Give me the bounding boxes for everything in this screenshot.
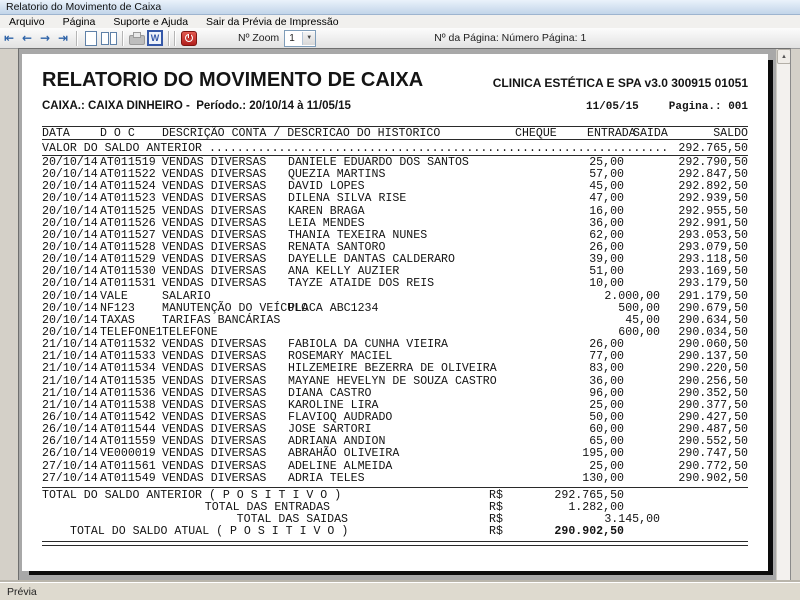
row-date: 21/10/14 bbox=[42, 350, 98, 364]
row-entrada: 39,00 bbox=[589, 253, 624, 267]
row-historico: FLAVIOQ AUDRADO bbox=[288, 410, 393, 424]
transactions-table bbox=[22, 157, 768, 485]
row-conta: VENDAS DIVERSAS bbox=[162, 240, 267, 254]
row-historico: DILENA SILVA RISE bbox=[288, 192, 407, 206]
row-date: 21/10/14 bbox=[42, 362, 98, 376]
row-historico: ROSEMARY MACIEL bbox=[288, 350, 393, 364]
row-historico: THANIA TEXEIRA NUNES bbox=[288, 228, 428, 242]
row-historico: JOSE SARTORI bbox=[288, 423, 372, 437]
row-entrada: 50,00 bbox=[589, 410, 624, 424]
row-conta: VENDAS DIVERSAS bbox=[162, 338, 267, 352]
export-word-button[interactable] bbox=[147, 30, 163, 46]
row-doc: TELEFONE1 bbox=[100, 325, 163, 339]
row-saldo: 290.902,50 bbox=[678, 471, 748, 485]
report-date-page bbox=[586, 101, 748, 113]
row-historico: MAYANE HEVELYN DE SOUZA CASTRO bbox=[288, 374, 497, 388]
row-doc: AT011527 bbox=[100, 228, 156, 242]
row-entrada: 25,00 bbox=[589, 156, 624, 169]
row-date: 20/10/14 bbox=[42, 228, 98, 242]
table-row bbox=[22, 291, 768, 303]
scroll-up-icon[interactable]: ▲ bbox=[777, 49, 791, 64]
previous-page-icon: ← bbox=[21, 31, 33, 45]
row-conta: TARIFAS BANCÁRIAS bbox=[162, 313, 281, 327]
row-conta: VENDAS DIVERSAS bbox=[162, 277, 267, 291]
row-conta: VENDAS DIVERSAS bbox=[162, 374, 267, 388]
row-historico: KAROLINE LIRA bbox=[288, 398, 379, 412]
row-entrada: 36,00 bbox=[589, 216, 624, 230]
row-date: 20/10/14 bbox=[42, 192, 98, 206]
column-header-data: DATA bbox=[42, 127, 70, 140]
row-conta: VENDAS DIVERSAS bbox=[162, 180, 267, 194]
table-row bbox=[22, 303, 768, 315]
next-page-icon: → bbox=[39, 31, 51, 45]
row-entrada: 36,00 bbox=[589, 374, 624, 388]
row-conta: VENDAS DIVERSAS bbox=[162, 447, 267, 461]
total-currency: R$ bbox=[489, 489, 503, 502]
row-conta: VENDAS DIVERSAS bbox=[162, 362, 267, 376]
row-entrada: 16,00 bbox=[589, 204, 624, 218]
row-doc: TAXAS bbox=[100, 313, 135, 327]
row-conta: TELEFONE bbox=[162, 325, 218, 339]
row-saldo: 292.955,50 bbox=[678, 204, 748, 218]
row-doc: AT011533 bbox=[100, 350, 156, 364]
row-conta: VENDAS DIVERSAS bbox=[162, 350, 267, 364]
row-saldo: 290.352,50 bbox=[678, 386, 748, 400]
row-date: 20/10/14 bbox=[42, 289, 98, 303]
column-header-saldo: SALDO bbox=[713, 127, 748, 140]
toolbar bbox=[0, 28, 800, 49]
menu-item-arquivo[interactable]: Arquivo bbox=[9, 15, 45, 28]
row-saldo: 292.892,50 bbox=[678, 180, 748, 194]
row-historico: DAVID LOPES bbox=[288, 180, 365, 194]
row-saldo: 290.487,50 bbox=[678, 423, 748, 437]
row-date: 20/10/14 bbox=[42, 253, 98, 267]
row-date: 20/10/14 bbox=[42, 216, 98, 230]
row-conta: VENDAS DIVERSAS bbox=[162, 471, 267, 485]
row-entrada: 26,00 bbox=[589, 240, 624, 254]
opening-balance-row bbox=[22, 143, 768, 155]
row-historico: LEIA MENDES bbox=[288, 216, 365, 230]
row-doc: AT011534 bbox=[100, 362, 156, 376]
row-doc: AT011532 bbox=[100, 338, 156, 352]
row-doc: AT011525 bbox=[100, 204, 156, 218]
row-saldo: 293.179,50 bbox=[678, 277, 748, 291]
row-entrada: 60,00 bbox=[589, 423, 624, 437]
row-conta: VENDAS DIVERSAS bbox=[162, 192, 267, 206]
divider bbox=[42, 487, 748, 488]
row-saldo: 292.939,50 bbox=[678, 192, 748, 206]
row-conta: VENDAS DIVERSAS bbox=[162, 386, 267, 400]
report-page bbox=[22, 54, 768, 571]
row-historico: TAYZE ATAIDE DOS REIS bbox=[288, 277, 435, 291]
row-date: 21/10/14 bbox=[42, 398, 98, 412]
row-entrada: 77,00 bbox=[589, 350, 624, 364]
total-value: 3.145,00 bbox=[604, 513, 660, 527]
row-entrada: 25,00 bbox=[589, 459, 624, 473]
menu-item-sair-da-previa-de-impressao[interactable]: Sair da Prévia de Impressão bbox=[206, 15, 339, 28]
row-doc: AT011522 bbox=[100, 168, 156, 182]
row-historico: RENATA SANTORO bbox=[288, 240, 386, 254]
row-saldo: 293.118,50 bbox=[678, 253, 748, 267]
row-doc: AT011544 bbox=[100, 423, 156, 437]
row-historico: FABIOLA DA CUNHA VIEIRA bbox=[288, 338, 449, 352]
row-saldo: 290.137,50 bbox=[678, 350, 748, 364]
row-entrada: 51,00 bbox=[589, 265, 624, 279]
row-historico: ADRIANA ANDION bbox=[288, 435, 386, 449]
row-doc: AT011542 bbox=[100, 410, 156, 424]
row-conta: VENDAS DIVERSAS bbox=[162, 435, 267, 449]
column-header-saida: SAIDA bbox=[633, 127, 668, 140]
row-conta: MANUTENÇÃO DO VEÍCULO bbox=[162, 301, 309, 315]
table-row bbox=[22, 376, 768, 388]
row-saldo: 293.169,50 bbox=[678, 265, 748, 279]
row-historico: DAYELLE DANTAS CALDERARO bbox=[288, 253, 455, 267]
row-historico: ABRAHÃO OLIVEIRA bbox=[288, 447, 400, 461]
row-saldo: 290.552,50 bbox=[678, 435, 748, 449]
row-historico: DIANA CASTRO bbox=[288, 386, 372, 400]
row-saldo: 290.634,50 bbox=[678, 313, 748, 327]
row-date: 20/10/14 bbox=[42, 325, 98, 339]
row-doc: AT011519 bbox=[100, 156, 156, 169]
report-title: RELATORIO DO MOVIMENTO DE CAIXA bbox=[42, 69, 424, 91]
row-historico: QUEZIA MARTINS bbox=[288, 168, 386, 182]
toolbar-separator bbox=[122, 31, 124, 46]
total-value: 1.282,00 bbox=[568, 501, 624, 515]
row-doc: VALE bbox=[100, 289, 128, 303]
row-conta: VENDAS DIVERSAS bbox=[162, 168, 267, 182]
row-doc: AT011526 bbox=[100, 216, 156, 230]
row-doc: AT011538 bbox=[100, 398, 156, 412]
total-label: TOTAL DAS ENTRADAS bbox=[204, 501, 330, 515]
row-saldo: 290.034,50 bbox=[678, 325, 748, 339]
row-doc: AT011561 bbox=[100, 459, 156, 473]
row-conta: VENDAS DIVERSAS bbox=[162, 398, 267, 412]
total-currency: R$ bbox=[489, 501, 503, 515]
total-label: TOTAL DO SALDO ANTERIOR ( P O S I T I V O ) bbox=[42, 489, 342, 502]
single-page-view-button[interactable] bbox=[83, 30, 99, 46]
row-doc: AT011531 bbox=[100, 277, 156, 291]
word-icon: W bbox=[147, 30, 163, 46]
two-page-view-button[interactable] bbox=[101, 30, 117, 46]
divider bbox=[42, 139, 748, 140]
row-doc: VE000019 bbox=[100, 447, 156, 461]
menu-item-suporte-e-ajuda[interactable]: Suporte e Ajuda bbox=[113, 15, 189, 28]
row-doc: AT011536 bbox=[100, 386, 156, 400]
row-doc: AT011535 bbox=[100, 374, 156, 388]
row-date: 20/10/14 bbox=[42, 240, 98, 254]
row-entrada: 10,00 bbox=[589, 277, 624, 291]
print-preview-area bbox=[18, 48, 791, 583]
status-text: Prévia bbox=[7, 586, 37, 598]
row-conta: VENDAS DIVERSAS bbox=[162, 410, 267, 424]
row-date: 27/10/14 bbox=[42, 459, 98, 473]
table-row bbox=[22, 193, 768, 205]
row-saldo: 292.991,50 bbox=[678, 216, 748, 230]
row-entrada: 96,00 bbox=[589, 386, 624, 400]
column-header-cheque: CHEQUE bbox=[515, 127, 557, 140]
row-date: 20/10/14 bbox=[42, 156, 98, 169]
previous-page-button[interactable] bbox=[19, 30, 35, 46]
totals-section bbox=[22, 490, 768, 539]
row-date: 26/10/14 bbox=[42, 423, 98, 437]
row-saldo: 292.790,50 bbox=[678, 156, 748, 169]
last-page-icon: ⇥ bbox=[57, 31, 69, 45]
row-entrada: 47,00 bbox=[589, 192, 624, 206]
row-historico: ANA KELLY AUZIER bbox=[288, 265, 400, 279]
row-entrada: 57,00 bbox=[589, 168, 624, 182]
row-doc: AT011530 bbox=[100, 265, 156, 279]
row-entrada: 65,00 bbox=[589, 435, 624, 449]
toolbar-separator bbox=[174, 31, 176, 46]
table-row bbox=[22, 388, 768, 400]
opening-balance-value: 292.765,50 bbox=[678, 142, 748, 155]
row-date: 21/10/14 bbox=[42, 338, 98, 352]
row-historico: DANIELE EDUARDO DOS SANTOS bbox=[288, 156, 469, 169]
row-date: 20/10/14 bbox=[42, 301, 98, 315]
total-row bbox=[22, 490, 768, 502]
print-button[interactable] bbox=[129, 30, 145, 46]
row-date: 26/10/14 bbox=[42, 410, 98, 424]
row-doc: AT011529 bbox=[100, 253, 156, 267]
row-entrada: 83,00 bbox=[589, 362, 624, 376]
row-date: 20/10/14 bbox=[42, 168, 98, 182]
row-saida: 45,00 bbox=[625, 313, 660, 327]
row-doc: AT011524 bbox=[100, 180, 156, 194]
row-date: 20/10/14 bbox=[42, 265, 98, 279]
total-currency: R$ bbox=[489, 513, 503, 527]
row-date: 26/10/14 bbox=[42, 435, 98, 449]
row-entrada: 26,00 bbox=[589, 338, 624, 352]
page-number-info: Nº da Página: Número Página: 1 bbox=[434, 32, 587, 44]
window-title: Relatorio do Movimento de Caixa bbox=[6, 1, 162, 13]
row-conta: VENDAS DIVERSAS bbox=[162, 253, 267, 267]
power-icon bbox=[181, 31, 197, 46]
first-page-icon: ⇤ bbox=[3, 31, 15, 45]
row-conta: VENDAS DIVERSAS bbox=[162, 265, 267, 279]
zoom-label: Nº Zoom bbox=[238, 32, 280, 44]
row-doc: AT011523 bbox=[100, 192, 156, 206]
report-date: 11/05/15 bbox=[585, 101, 639, 113]
row-date: 26/10/14 bbox=[42, 447, 98, 461]
close-preview-button[interactable] bbox=[181, 30, 197, 46]
printer-icon bbox=[129, 35, 145, 45]
single-page-icon bbox=[85, 31, 97, 46]
row-entrada: 45,00 bbox=[589, 180, 624, 194]
row-conta: VENDAS DIVERSAS bbox=[162, 156, 267, 169]
row-historico: ADRIA TELES bbox=[288, 471, 365, 485]
row-saldo: 290.427,50 bbox=[678, 410, 748, 424]
row-date: 20/10/14 bbox=[42, 204, 98, 218]
row-saldo: 293.079,50 bbox=[678, 240, 748, 254]
row-saldo: 293.053,50 bbox=[678, 228, 748, 242]
total-label: TOTAL DAS SAIDAS bbox=[236, 513, 348, 527]
row-date: 21/10/14 bbox=[42, 386, 98, 400]
row-saida: 2.000,00 bbox=[604, 289, 660, 303]
table-row bbox=[22, 448, 768, 460]
row-conta: VENDAS DIVERSAS bbox=[162, 423, 267, 437]
row-saldo: 290.377,50 bbox=[678, 398, 748, 412]
row-date: 20/10/14 bbox=[42, 180, 98, 194]
opening-balance-label: VALOR DO SALDO ANTERIOR .................................................................. bbox=[42, 143, 669, 155]
row-entrada: 130,00 bbox=[582, 471, 624, 485]
total-label: TOTAL DO SALDO ATUAL ( P O S I T I V O ) bbox=[70, 525, 349, 539]
title-bar bbox=[0, 0, 800, 15]
zoom-value: 1 bbox=[289, 32, 295, 44]
table-row bbox=[22, 473, 768, 485]
next-page-button[interactable] bbox=[37, 30, 53, 46]
row-date: 27/10/14 bbox=[42, 471, 98, 485]
row-saldo: 290.747,50 bbox=[678, 447, 748, 461]
row-saida: 600,00 bbox=[618, 325, 660, 339]
row-saldo: 290.256,50 bbox=[678, 374, 748, 388]
company-name: CLINICA ESTÉTICA E SPA v3.0 300915 01051 bbox=[492, 76, 748, 90]
toolbar-separator bbox=[76, 31, 78, 46]
row-entrada: 62,00 bbox=[589, 228, 624, 242]
row-conta: VENDAS DIVERSAS bbox=[162, 204, 267, 218]
row-saldo: 290.772,50 bbox=[678, 459, 748, 473]
total-value: 292.765,50 bbox=[554, 489, 624, 502]
report-page-number: Pagina.: 001 bbox=[668, 101, 748, 113]
row-conta: SALARIO bbox=[162, 289, 211, 303]
row-saldo: 291.179,50 bbox=[678, 289, 748, 303]
toolbar-separator bbox=[168, 31, 170, 46]
row-entrada: 195,00 bbox=[582, 447, 624, 461]
vertical-scrollbar[interactable] bbox=[776, 49, 790, 582]
menu-bar bbox=[0, 15, 800, 29]
row-doc: NF123 bbox=[100, 301, 135, 315]
row-doc: AT011559 bbox=[100, 435, 156, 449]
row-historico: PLACA ABC1234 bbox=[288, 301, 379, 315]
column-header-entrada: ENTRADA bbox=[587, 127, 636, 140]
row-doc: AT011528 bbox=[100, 240, 156, 254]
table-row bbox=[22, 278, 768, 290]
total-currency: R$ bbox=[489, 525, 503, 539]
row-date: 20/10/14 bbox=[42, 277, 98, 291]
row-saldo: 290.060,50 bbox=[678, 338, 748, 352]
table-row bbox=[22, 461, 768, 473]
column-header-doc: D O C bbox=[100, 127, 135, 140]
row-conta: VENDAS DIVERSAS bbox=[162, 216, 267, 230]
row-saldo: 292.847,50 bbox=[678, 168, 748, 182]
row-historico: KAREN BRAGA bbox=[288, 204, 365, 218]
double-divider bbox=[42, 541, 748, 546]
row-conta: VENDAS DIVERSAS bbox=[162, 228, 267, 242]
menu-item-pagina[interactable]: Página bbox=[62, 15, 96, 28]
table-row bbox=[22, 363, 768, 375]
row-historico: HILZEMEIRE BEZERRA DE OLIVEIRA bbox=[288, 362, 497, 376]
row-date: 21/10/14 bbox=[42, 374, 98, 388]
last-page-button[interactable] bbox=[55, 30, 71, 46]
row-entrada: 25,00 bbox=[589, 398, 624, 412]
column-header-descricao: DESCRIÇÃO CONTA / DESCRICAO DO HISTORICO bbox=[162, 127, 441, 140]
row-saldo: 290.220,50 bbox=[678, 362, 748, 376]
first-page-button[interactable] bbox=[1, 30, 17, 46]
total-value: 290.902,50 bbox=[554, 525, 624, 539]
row-conta: VENDAS DIVERSAS bbox=[162, 459, 267, 473]
row-saldo: 290.679,50 bbox=[678, 301, 748, 315]
two-pages-icon bbox=[101, 32, 117, 45]
zoom-dropdown[interactable] bbox=[284, 30, 316, 47]
row-doc: AT011549 bbox=[100, 471, 156, 485]
chevron-down-icon[interactable]: ▼ bbox=[302, 32, 315, 45]
row-date: 20/10/14 bbox=[42, 313, 98, 327]
caixa-period-line: CAIXA.: CAIXA DINHEIRO - Período.: 20/10/14 à 11/05/15 bbox=[42, 100, 351, 112]
total-row bbox=[22, 526, 768, 538]
table-row bbox=[22, 206, 768, 218]
row-saida: 500,00 bbox=[618, 301, 660, 315]
row-historico: ADELINE ALMEIDA bbox=[288, 459, 393, 473]
status-bar bbox=[0, 582, 800, 600]
